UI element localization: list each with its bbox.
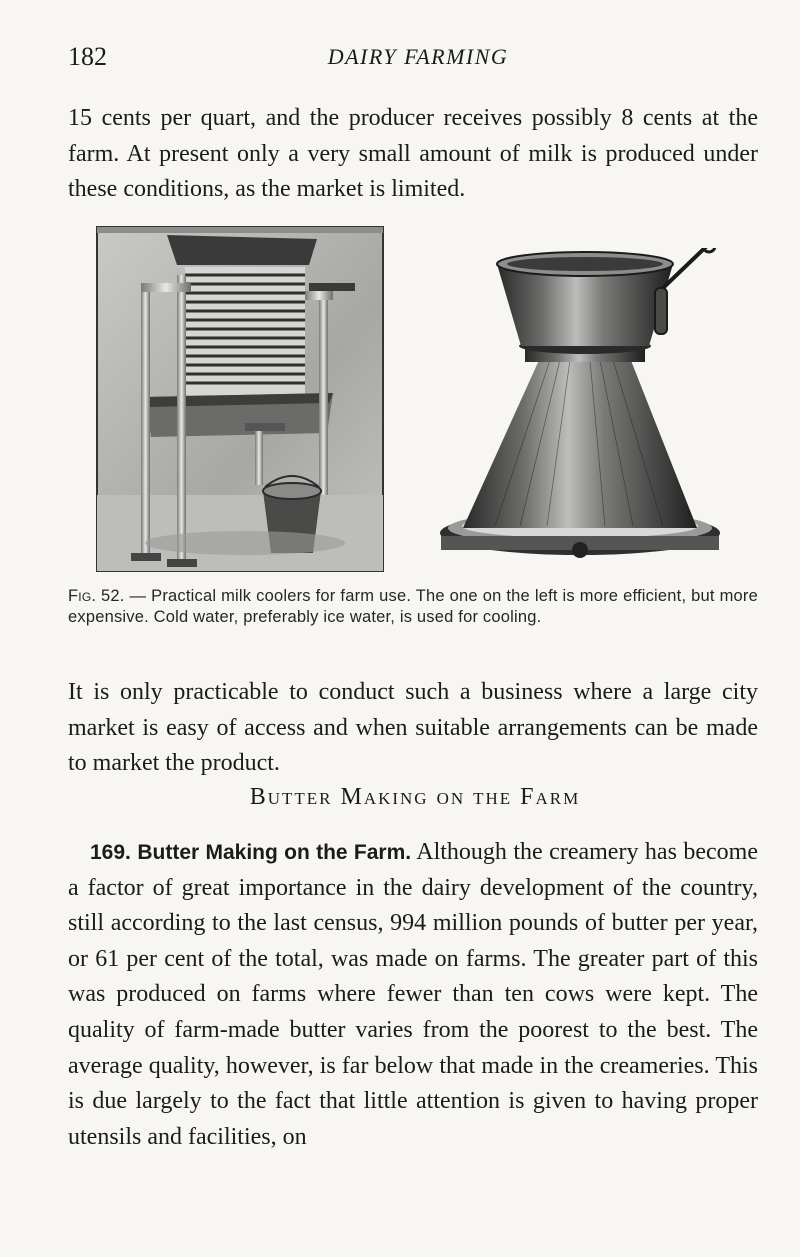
section-title: Butter Making on the Farm. (137, 841, 412, 864)
paragraph-intro: 15 cents per quart, and the producer receives possibly 8 cents at the farm. At present only a very small amount of milk is produced under these conditions, as the market is limited. (68, 105, 758, 203)
conical-cooler-illustration (435, 248, 725, 573)
figure-caption (68, 586, 758, 628)
section-heading: Butter Making on the Farm (249, 784, 581, 810)
section-number: 169. (90, 841, 131, 864)
running-head (68, 40, 748, 80)
figure-caption-text: — Practical milk coolers for farm use. The one on the left is more efficient, but more expensive. Cold water, preferably ice water, is used for cooling. (68, 587, 759, 626)
figure-label: Fig. 52. (68, 587, 125, 605)
page-number: 182 (68, 42, 107, 71)
running-title: DAIRY FARMING (327, 44, 509, 69)
paragraph-market: It is only practicable to conduct such a business where a large city market is easy of access and when suitable arrangements can be made to market the product. (68, 679, 758, 777)
paragraph-section-169 (68, 835, 758, 1155)
milk-cooler-illustration (95, 225, 387, 575)
figure-52 (95, 220, 735, 580)
section-body: Although the creamery has become a factor of great importance in the dairy development of the country, still according to the last census, 994 million pounds of butter per year, or 61 per cent of the total, was made on farms. The greater part of this was produced on farms where fewer than ten cows were kept. The quality of farm-made butter varies from the poorest to the best. The average quality, however, is far below that made in the creameries. This is due largely to the fact that little attention is given to having proper utensils and facilities, on (68, 839, 758, 1150)
